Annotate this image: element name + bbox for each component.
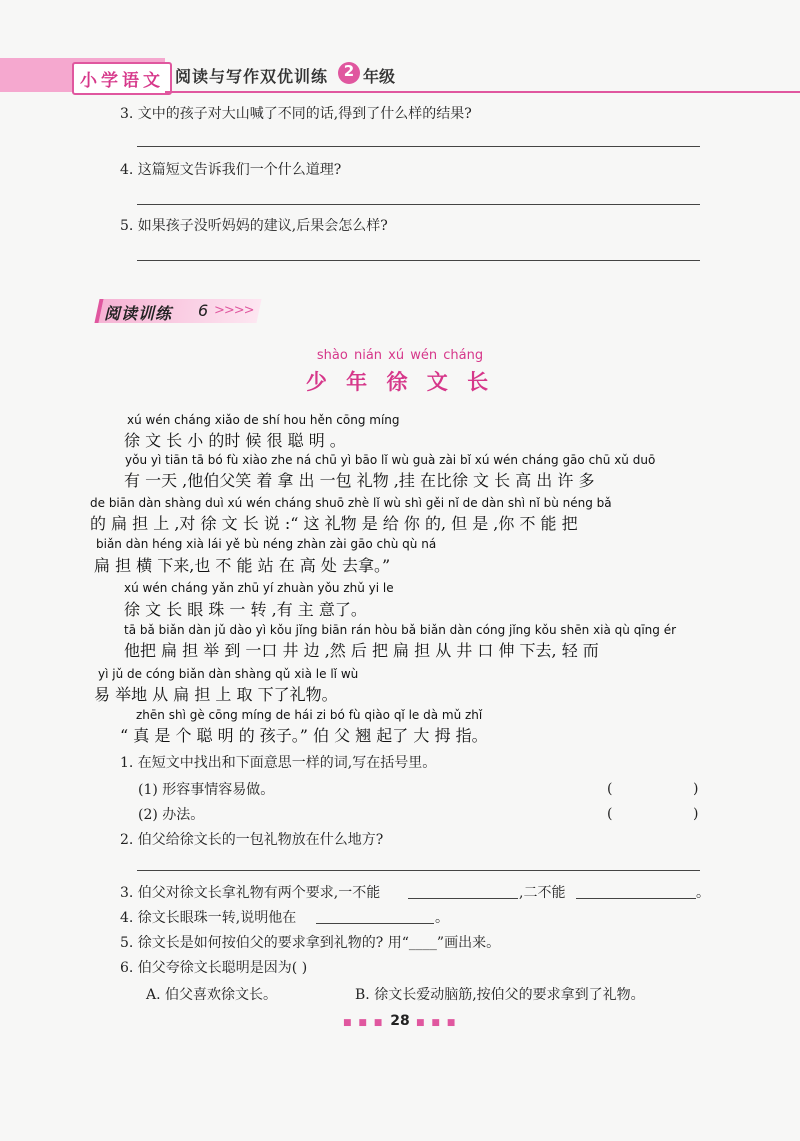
header-rule xyxy=(165,91,800,93)
answer-paren-close[interactable]: ) xyxy=(693,781,699,797)
answer-line[interactable] xyxy=(137,204,700,205)
grade-label: 年级 xyxy=(363,67,396,86)
section-number: 6 xyxy=(198,301,209,320)
pinyin-line: de biān dàn shàng duì xú wén cháng shuō zhè lǐ wù shì gěi nǐ de dàn shì nǐ bù néng bǎ xyxy=(90,496,612,510)
question-3-part-b: ,二不能 xyxy=(519,885,566,901)
answer-paren-close[interactable]: ) xyxy=(693,806,699,822)
text-line: 他把 扁 担 举 到 一口 井 边 ,然 后 把 扁 担 从 井 口 伸 下去, 轻 而 xyxy=(124,641,599,660)
question-4-part-a: 4. 徐文长眼珠一转,说明他在 xyxy=(120,910,297,926)
pinyin-line: biǎn dàn héng xià lái yě bù néng zhàn zài gāo chù qù ná xyxy=(96,537,437,551)
text-line: 徐 文 长 小 的时 候 很 聪 明 。 xyxy=(124,431,346,450)
question-3-part-a: 3. 伯父对徐文长拿礼物有两个要求,一不能 xyxy=(120,885,381,901)
answer-blank[interactable] xyxy=(408,898,518,899)
story-title-pinyin: shào nián xú wén cháng xyxy=(316,348,484,363)
text-line: 的 扁 担 上 ,对 徐 文 长 说 :“ 这 礼物 是 给 你 的, 但 是 ,你 不 能 把 xyxy=(90,514,578,533)
header-subtitle: 阅读与写作双优训练 xyxy=(175,67,329,86)
pinyin-line: xú wén cháng xiǎo de shí hou hěn cōng míng xyxy=(127,413,400,427)
pinyin-line: yì jǔ de cóng biǎn dàn shàng qǔ xià le lǐ wù xyxy=(98,667,359,681)
text-line: 有 一天 ,他伯父笑 着 拿 出 一包 礼物 ,挂 在比徐 文 长 高 出 许 多 xyxy=(124,471,595,490)
pinyin-line: zhēn shì gè cōng míng de hái zi bó fù qiào qǐ le dà mǔ zhǐ xyxy=(136,708,483,722)
answer-blank[interactable] xyxy=(576,898,696,899)
grade-number-badge: 2 xyxy=(338,62,360,84)
header-title: 小学语文 xyxy=(72,62,172,95)
answer-paren-open[interactable]: ( xyxy=(607,781,613,797)
answer-line[interactable] xyxy=(137,146,700,147)
section-arrows: >>>> xyxy=(214,303,254,318)
question-5: 5. 徐文长是如何按伯父的要求拿到礼物的? 用“____”画出来。 xyxy=(120,935,501,951)
option-b[interactable]: B. 徐文长爱动脑筋,按伯父的要求拿到了礼物。 xyxy=(355,987,645,1003)
answer-line[interactable] xyxy=(137,260,700,261)
answer-blank[interactable] xyxy=(316,923,434,924)
question-3-top: 3. 文中的孩子对大山喊了不同的话,得到了什么样的结果? xyxy=(120,106,472,122)
page-decoration-left: ■ ■ ■ xyxy=(343,1018,385,1028)
question-2: 2. 伯父给徐文长的一包礼物放在什么地方? xyxy=(120,832,384,848)
question-6: 6. 伯父夸徐文长聪明是因为( ) xyxy=(120,960,308,976)
text-line: 徐 文 长 眼 珠 一 转 ,有 主 意了。 xyxy=(124,600,367,619)
option-a[interactable]: A. 伯父喜欢徐文长。 xyxy=(146,987,278,1003)
text-line: “ 真 是 个 聪 明 的 孩子。” 伯 父 翘 起了 大 拇 指。 xyxy=(120,726,488,745)
answer-paren-open[interactable]: ( xyxy=(607,806,613,822)
answer-line[interactable] xyxy=(137,870,700,871)
text-line: 易 举地 从 扁 担 上 取 下了礼物。 xyxy=(94,685,338,704)
pinyin-line: yǒu yì tiān tā bó fù xiào zhe ná chū yì bāo lǐ wù guà zài bǐ xú wén cháng gāo chū xǔ duō xyxy=(125,453,656,467)
question-5-top: 5. 如果孩子没听妈妈的建议,后果会怎么样? xyxy=(120,218,388,234)
question-1-1: (1) 形容事情容易做。 xyxy=(138,782,275,798)
question-3-part-c: 。 xyxy=(696,885,710,901)
pinyin-line: tā bǎ biǎn dàn jǔ dào yì kǒu jǐng biān rán hòu bǎ biǎn dàn cóng jǐng kǒu shēn xià qù qīng ér xyxy=(124,623,677,637)
story-title: 少 年 徐 文 长 xyxy=(305,370,495,394)
question-4-top: 4. 这篇短文告诉我们一个什么道理? xyxy=(120,162,342,178)
page-number: 28 xyxy=(390,1013,410,1029)
text-line: 扁 担 横 下来,也 不 能 站 在 高 处 去拿。” xyxy=(94,556,391,575)
section-label: 阅读训练 xyxy=(104,304,173,323)
question-1: 1. 在短文中找出和下面意思一样的词,写在括号里。 xyxy=(120,755,437,771)
question-4-part-b: 。 xyxy=(435,910,449,926)
question-1-2: (2) 办法。 xyxy=(138,807,205,823)
pinyin-line: xú wén cháng yǎn zhū yí zhuàn yǒu zhǔ yi le xyxy=(124,581,394,595)
page-decoration-right: ■ ■ ■ xyxy=(416,1018,458,1028)
